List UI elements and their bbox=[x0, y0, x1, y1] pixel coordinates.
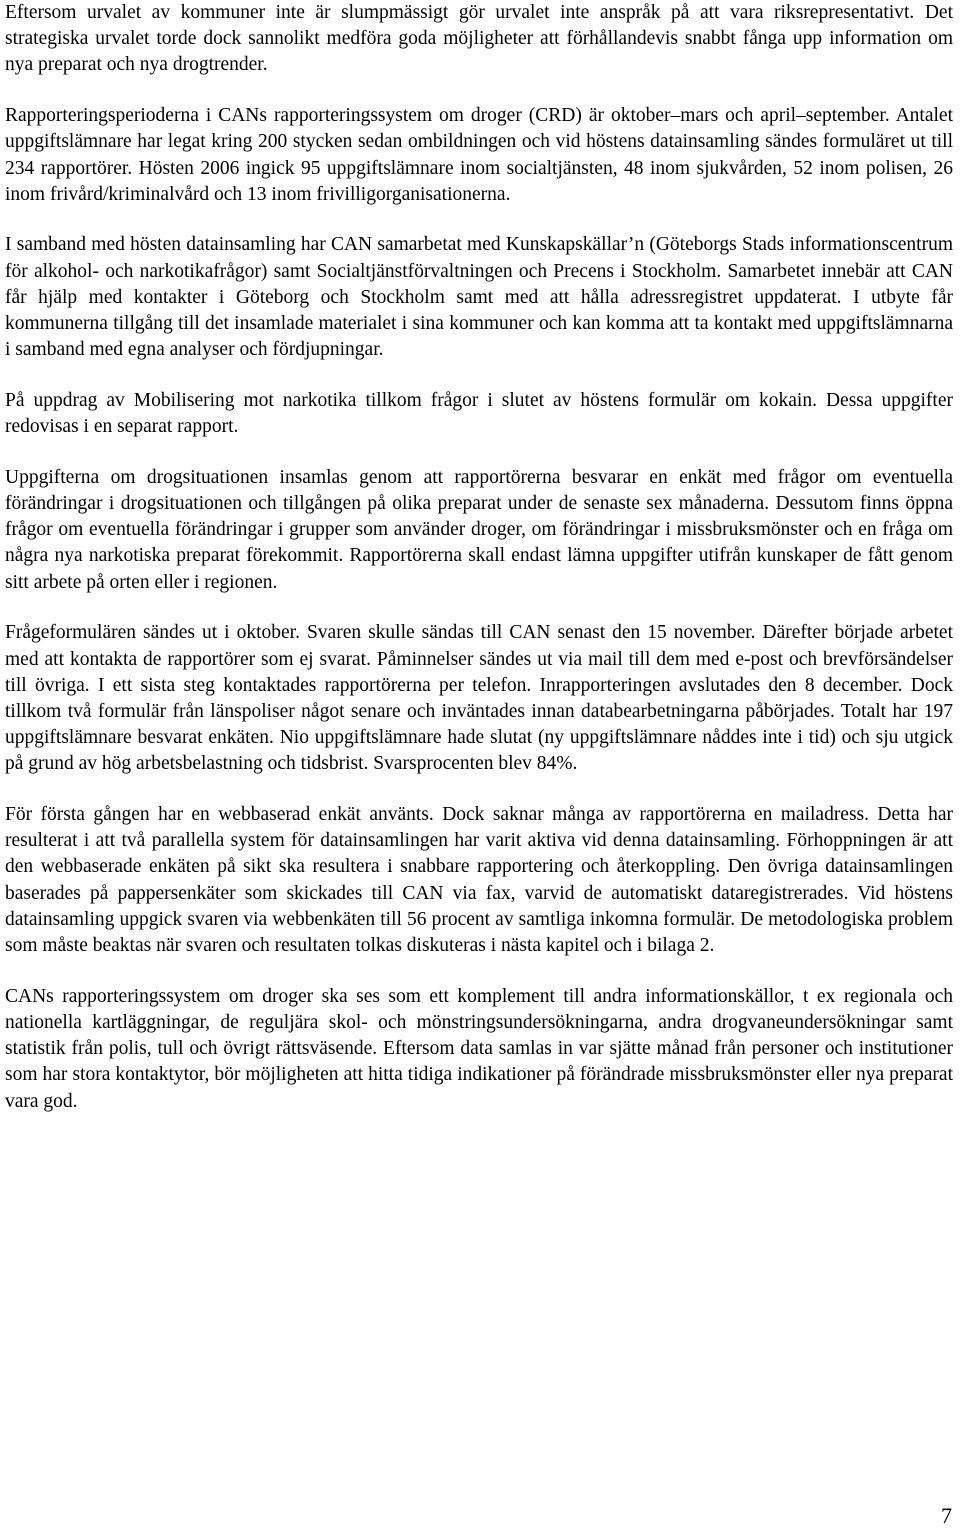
page-number: 7 bbox=[941, 1503, 952, 1528]
paragraph-web-survey: För första gången har en webbaserad enkät använts. Dock saknar många av rapportörerna en mailadress. Detta har resulterat i att två parallella system för datainsamlingen har varit aktiva vid denna datainsamling. Förhoppningen är att den webbaserade enkäten på sikt ska resultera i snabbare rapportering och återkoppling. Den övriga datainsamlingen baserades på pappersenkäter som skickades till CAN via fax, varvid de automatiskt dataregistrerades. Vid höstens datainsamling uppgick svaren via webbenkäten till 56 procent av samtliga inkomna formulär. De metodologiska problem som måste beaktas när svaren och resultaten tolkas diskuteras i nästa kapitel och i bilaga 2. bbox=[5, 804, 953, 957]
paragraph-data-collection: Uppgifterna om drogsituationen insamlas genom att rapportörerna besvarar en enkät med frågor om eventuella förändringar i drogsituationen och tillgången på olika preparat under de senaste sex månaderna. Dessutom finns öppna frågor om eventuella förändringar i grupper som använder droger, om förändringar i missbruksmönster och en fråga om några nya narkotiska preparat förekommit. Rapportörerna skall endast lämna uppgifter utifrån kunskaper de fått genom sitt arbete på orten eller i regionen. bbox=[5, 466, 953, 593]
document-page bbox=[5, 0, 953, 1139]
paragraph-questionnaire-timeline: Frågeformulären sändes ut i oktober. Svaren skulle sändas till CAN senast den 15 november. Därefter började arbetet med att kontakta de rapportörer som ej svarat. Påminnelser sändes ut via mail till dem med e-post och brevförsändelser till övriga. I ett sista steg kontaktades rapportörerna per telefon. Inrapporteringen avslutades den 8 december. Dock tillkom två formulär från länspoliser något senare och inväntades innan databearbetningarna påbörjades. Totalt har 197 uppgiftslämnare besvarat enkäten. Nio uppgiftslämnare hade slutat (ny uppgiftslämnare nåddes inte i tid) och sju utgick på grund av hög arbetsbelastning och tidsbrist. Svarsprocenten blev 84%. bbox=[5, 622, 953, 775]
paragraph-collaboration: I samband med hösten datainsamling har CAN samarbetat med Kunskapskällar’n (Göteborgs Stads informationscentrum för alkohol- och narkotikafrågor) samt Socialtjänstförvaltningen och Precens i Stockholm. Samarbetet innebär att CAN får hjälp med kontakter i Göteborg och Stockholm samt med att hålla adressregistret uppdaterat. I utbyte får kommunerna tillgång till det insamlade materialet i sina kommuner och kan komma att ta kontakt med uppgiftslämnarna i samband med egna analyser och fördjupningar. bbox=[5, 234, 953, 361]
paragraph-cocaine-questions: På uppdrag av Mobilisering mot narkotika tillkom frågor i slutet av höstens formulär om kokain. Dessa uppgifter redovisas i en separat rapport. bbox=[5, 389, 953, 438]
paragraph-reporting-periods: Rapporteringsperioderna i CANs rapporteringssystem om droger (CRD) är oktober–mars och april–september. Antalet uppgiftslämnare har legat kring 200 stycken sedan ombildningen och vid höstens datainsamling sändes formuläret ut till 234 rapportörer. Hösten 2006 ingick 95 uppgiftslämnare inom socialtjänsten, 48 inom sjukvården, 52 inom polisen, 26 inom frivård/kriminalvård och 13 inom frivilligorganisationerna. bbox=[5, 105, 953, 205]
paragraph-sampling: Eftersom urvalet av kommuner inte är slumpmässigt gör urvalet inte anspråk på att vara riksrepresentativt. Det strategiska urvalet torde dock sannolikt medföra goda möjligheter att förhållandevis snabbt fånga upp information om nya preparat och nya drogtrender. bbox=[5, 2, 953, 76]
paragraph-complement: CANs rapporteringssystem om droger ska ses som ett komplement till andra informationskällor, t ex regionala och nationella kartläggningar, de reguljära skol- och mönstringsundersökningarna, andra drogvaneundersökningar samt statistik från polis, tull och övrigt rättsväsende. Eftersom data samlas in var sjätte månad från personer och institutioner som har stora kontaktytor, bör möjligheten att hitta tidiga indikationer på förändrade missbruksmönster eller nya preparat vara god. bbox=[5, 985, 953, 1112]
